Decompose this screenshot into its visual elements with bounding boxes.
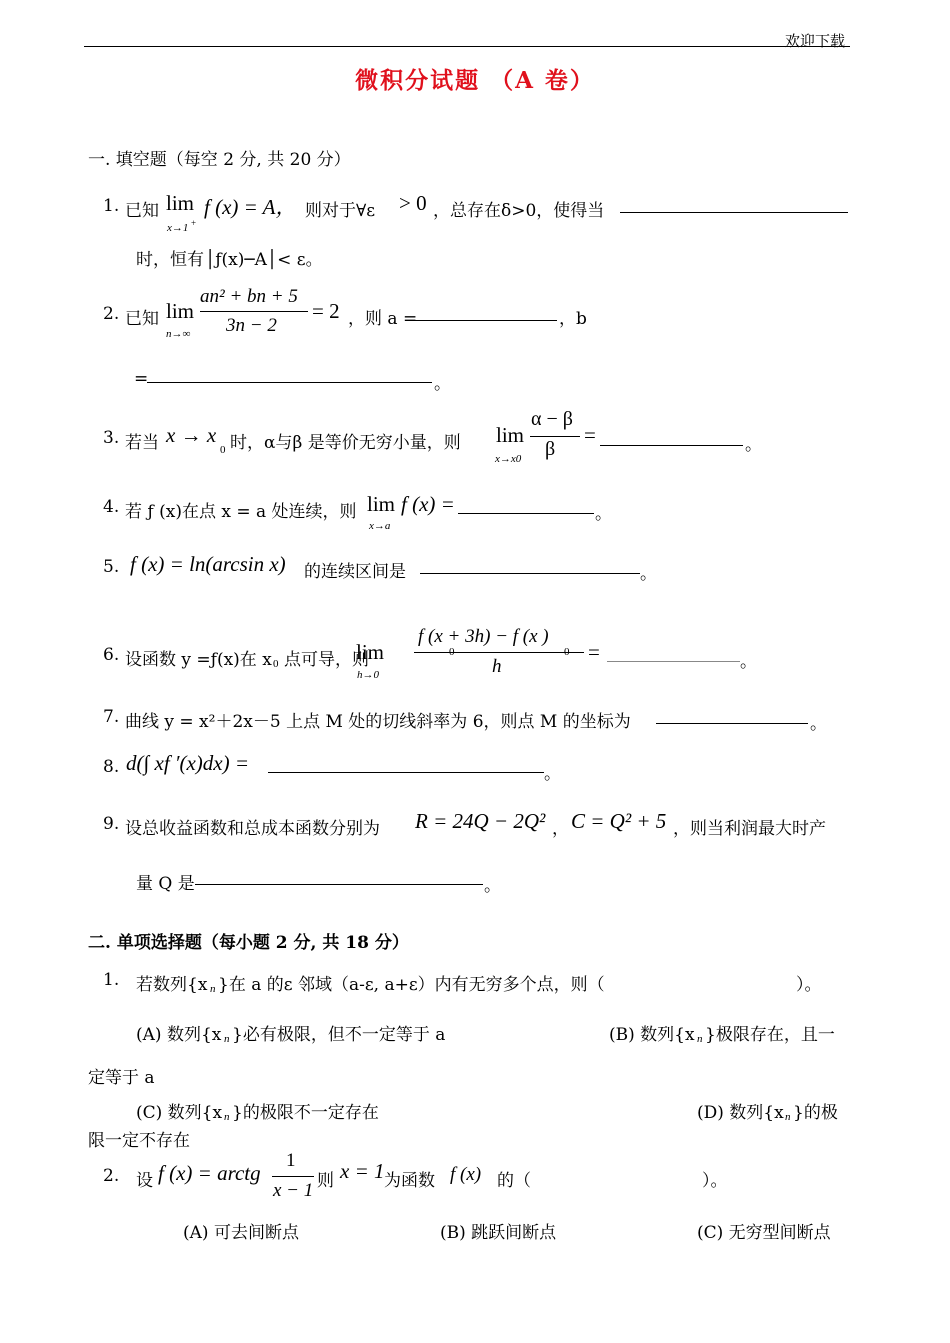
q2-lim-sub: n→∞ [166, 328, 191, 340]
q1-num: 1. [103, 196, 120, 216]
s2q1-opt-d-label: (D) 数列{x [697, 1103, 784, 1123]
q9-expr-c: C = Q² + 5 [571, 809, 667, 833]
s2q1-opt-a-rest: }必有极限，但不一定等于 a [232, 1025, 446, 1045]
q4-expr: f (x) = [401, 492, 455, 516]
q6-num-sub1: 0 [449, 646, 455, 658]
q4-end: 。 [595, 504, 612, 524]
s2q2-fraction-bar [272, 1176, 314, 1177]
q2-text-c: ，b [559, 309, 587, 329]
q2-numerator: an² + bn + 5 [200, 286, 298, 307]
q5-text: 的连续区间是 [304, 562, 406, 582]
s2q1-opt-c-rest: }的极限不一定存在 [232, 1103, 379, 1123]
q1-text-c: ，总存在δ>0，使得当 [433, 201, 605, 221]
q2-denominator: 3n − 2 [226, 315, 277, 336]
q1-lim-sub: x→1 [167, 222, 189, 234]
q2-line2-end: 。 [434, 374, 451, 394]
q9-expr-r: R = 24Q − 2Q² [415, 809, 546, 833]
s2q2-num: 2. [103, 1166, 120, 1186]
q6-num-sub2: 0 [564, 646, 570, 658]
q7-text: 曲线 y = x²＋2x－5 上点 M 处的切线斜率为 6，则点 M 的坐标为 [125, 712, 631, 732]
s2q1-text-b: }在 a 的ε 邻域（a-ε, a+ε）内有无穷多个点，则（ [218, 975, 605, 995]
section1-heading: 一. 填空题（每空 2 分, 共 20 分） [88, 150, 351, 170]
q3-lim: lim [496, 423, 525, 447]
q4-num: 4. [103, 497, 120, 517]
q2-text-a: 已知 [125, 309, 159, 329]
q3-text-b: 时，α与β 是等价无穷小量，则 [230, 433, 461, 453]
s2q2-option-b[interactable]: (B) 跳跃间断点 [440, 1223, 557, 1243]
q6-eq: = [588, 640, 600, 664]
s2q2-text-d: 的（ [497, 1171, 531, 1191]
s2q1-opt-b-rest: }极限存在，且一 [705, 1025, 835, 1045]
q3-text-a: 若当 [125, 433, 159, 453]
s2q2-text-b: 则 [317, 1171, 334, 1191]
q7-num: 7. [103, 707, 120, 727]
q3-eq: = [584, 423, 596, 447]
q1-text-a: 已知 [125, 201, 159, 221]
s2q1-opt-d-sub: n [785, 1111, 791, 1123]
s2q2-option-c[interactable]: (C) 无穷型间断点 [697, 1223, 831, 1243]
q6-fraction-bar [414, 652, 584, 653]
s2q2-numerator: 1 [286, 1150, 296, 1171]
q2-num: 2. [103, 304, 120, 324]
s2q2-expr2: x = 1 [340, 1159, 385, 1183]
s2q1-end: ）。 [796, 975, 822, 995]
q8-expr: d(∫ xf ′(x)dx) = [126, 751, 250, 775]
section2-heading: 二. 单项选择题（每小题 2 分, 共 18 分） [88, 933, 409, 953]
s2q1-opt-a-label: (A) 数列{x [136, 1025, 222, 1045]
q2-line2-a: = [134, 369, 149, 389]
q4-blank[interactable] [458, 513, 594, 514]
q1-expr2: > 0 [399, 191, 427, 215]
q3-fraction-bar [530, 436, 580, 437]
q6-lim: lim [356, 640, 385, 664]
s2q2-denominator: x − 1 [273, 1180, 314, 1201]
q7-end: 。 [810, 714, 827, 734]
q4-lim-sub: x→a [369, 520, 391, 532]
q3-x-sub: 0 [220, 444, 226, 456]
q9-line2-a: 量 Q 是 [136, 874, 195, 894]
q4-text-a: 若 ƒ (x)在点 x = a 处连续，则 [125, 502, 357, 522]
q4-lim: lim [367, 492, 396, 516]
q8-end: 。 [544, 764, 561, 784]
q9-num: 9. [103, 814, 120, 834]
q2-lim: lim [166, 299, 195, 323]
s2q1-num: 1. [103, 970, 120, 990]
q1-line2-a: 时，恒有 [136, 250, 204, 270]
q1-blank[interactable] [620, 212, 848, 213]
q5-end: 。 [640, 564, 657, 584]
s2q1-opt-c-sub: n [224, 1111, 230, 1123]
q5-expr: f (x) = ln(arcsin x) [130, 552, 286, 576]
q3-numerator: α − β [531, 408, 573, 430]
s2q2-text-a: 设 [136, 1171, 153, 1191]
s2q2-option-a[interactable]: (A) 可去间断点 [183, 1223, 299, 1243]
s2q2-end: ）。 [702, 1171, 728, 1191]
q3-num: 3. [103, 428, 120, 448]
q9-blank[interactable] [195, 884, 483, 885]
q5-num: 5. [103, 557, 120, 577]
s2q2-text-c: 为函数 [384, 1171, 435, 1191]
q3-x-arrow: x → x [166, 423, 217, 447]
q6-denominator: h [492, 656, 502, 677]
q6-text-a: 设函数 y =ƒ(x)在 x [125, 650, 272, 670]
s2q1-text: 若数列{x [136, 975, 208, 995]
q1-lim-sup: + [191, 218, 197, 228]
page-title: 微积分试题 （A 卷） [355, 67, 595, 94]
q3-end: 。 [745, 435, 762, 455]
q1-text-b: 则对于∀ε [305, 201, 376, 221]
q2-blank-b[interactable] [147, 382, 432, 383]
s2q1-opt-b-label: (B) 数列{x [609, 1025, 695, 1045]
s2q2-expr3: f (x) [450, 1164, 482, 1185]
q2-eq: = 2 [312, 299, 340, 323]
s2q1-opt-d-rest: }的极 [793, 1103, 838, 1123]
q6-end: 。 [740, 652, 757, 672]
q8-blank[interactable] [268, 772, 544, 773]
q1-line2-expr: │ƒ(x)─A│< ε。 [205, 250, 323, 270]
q8-num: 8. [103, 757, 120, 777]
s2q1-opt-b-sub: n [697, 1033, 703, 1045]
s2q1-opt-c-label: (C) 数列{x [136, 1103, 223, 1123]
s2q1-opt-a-sub: n [224, 1033, 230, 1045]
q6-blank[interactable] [607, 661, 740, 662]
q6-numerator: f (x + 3h) − f (x ) [418, 626, 549, 647]
s2q1-sub-n: n [210, 983, 216, 995]
q9-text-a: 设总收益函数和总成本函数分别为 [125, 819, 380, 839]
q3-lim-sub: x→x0 [495, 453, 522, 465]
q6-lim-sub: h→0 [357, 669, 379, 681]
q2-fraction-bar [200, 311, 308, 312]
q9-line2-end: 。 [484, 876, 501, 896]
q9-comma: ， [552, 819, 569, 839]
q2-blank-a[interactable] [415, 320, 557, 321]
q1-lim: lim [166, 191, 195, 215]
header-text: 欢迎下载 [785, 32, 846, 50]
q6-sub0: 0 [273, 658, 279, 670]
s2q1-opt-d-cont: 限一定不存在 [88, 1131, 190, 1151]
q2-text-b: ，则 a = [348, 309, 418, 329]
q3-denominator: β [545, 438, 556, 460]
header-rule [84, 46, 850, 47]
q6-num: 6. [103, 645, 120, 665]
q9-text-b: ，则当利润最大时产 [673, 819, 826, 839]
q5-blank[interactable] [420, 573, 640, 574]
q6-text-b: 点可导，则 [284, 650, 369, 670]
s2q1-opt-b-cont: 定等于 a [88, 1068, 155, 1088]
q7-blank[interactable] [656, 723, 808, 724]
s2q2-expr: f (x) = arctg [158, 1161, 261, 1185]
q1-expr: f (x) = A， [204, 195, 297, 219]
q3-blank[interactable] [600, 445, 743, 446]
